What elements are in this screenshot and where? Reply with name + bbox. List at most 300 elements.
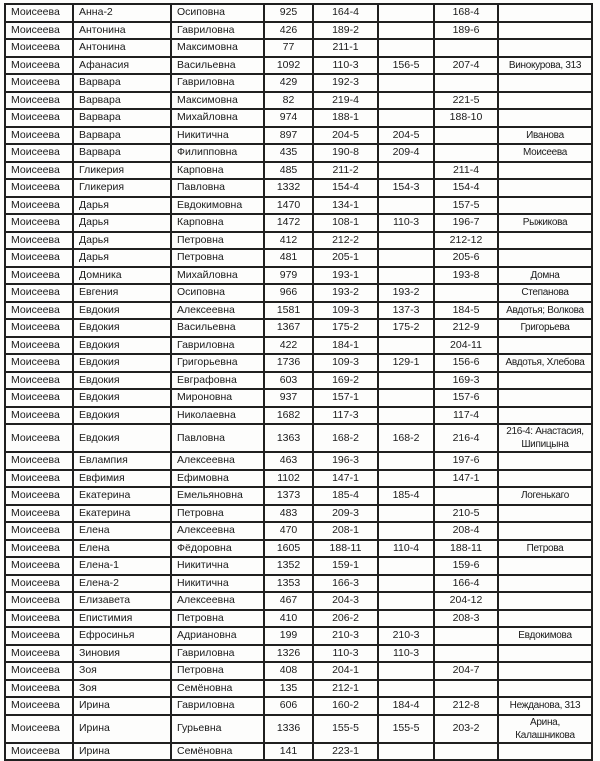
table-row xyxy=(5,354,592,372)
cell-code-2: 137-3 xyxy=(378,302,434,320)
cell-surname: Моисеева xyxy=(5,470,73,488)
table-row xyxy=(5,505,592,523)
cell-code-3: 159-6 xyxy=(434,557,498,575)
cell-code-3 xyxy=(434,645,498,663)
cell-note: Арина, Калашникова xyxy=(498,715,592,743)
cell-code-3: 207-4 xyxy=(434,57,498,75)
cell-code-2 xyxy=(378,407,434,425)
cell-note xyxy=(498,39,592,57)
cell-note xyxy=(498,337,592,355)
cell-code-2 xyxy=(378,22,434,40)
cell-code-3 xyxy=(434,284,498,302)
table-row xyxy=(5,319,592,337)
cell-code-1: 185-4 xyxy=(313,487,378,505)
cell-patronymic: Михайловна xyxy=(171,267,264,285)
table-row xyxy=(5,197,592,215)
cell-surname: Моисеева xyxy=(5,697,73,715)
cell-code-2 xyxy=(378,197,434,215)
cell-record-number: 1367 xyxy=(264,319,313,337)
cell-code-1: 196-3 xyxy=(313,452,378,470)
cell-code-1: 109-3 xyxy=(313,302,378,320)
cell-code-2 xyxy=(378,505,434,523)
cell-given-name: Евгения xyxy=(73,284,171,302)
table-row xyxy=(5,232,592,250)
cell-code-2: 193-2 xyxy=(378,284,434,302)
table-row xyxy=(5,127,592,145)
cell-code-3: 212-12 xyxy=(434,232,498,250)
cell-code-1: 192-3 xyxy=(313,74,378,92)
cell-code-3: 117-4 xyxy=(434,407,498,425)
cell-record-number: 603 xyxy=(264,372,313,390)
cell-given-name: Евлампия xyxy=(73,452,171,470)
cell-code-2 xyxy=(378,74,434,92)
cell-record-number: 422 xyxy=(264,337,313,355)
cell-patronymic: Адриановна xyxy=(171,627,264,645)
cell-record-number: 485 xyxy=(264,162,313,180)
cell-patronymic: Павловна xyxy=(171,179,264,197)
cell-record-number: 483 xyxy=(264,505,313,523)
cell-given-name: Дарья xyxy=(73,197,171,215)
cell-given-name: Ирина xyxy=(73,715,171,743)
table-row xyxy=(5,249,592,267)
cell-patronymic: Филипповна xyxy=(171,144,264,162)
table-row xyxy=(5,92,592,110)
cell-surname: Моисеева xyxy=(5,372,73,390)
cell-record-number: 135 xyxy=(264,680,313,698)
table-row xyxy=(5,267,592,285)
cell-code-3 xyxy=(434,487,498,505)
cell-code-3: 168-4 xyxy=(434,4,498,22)
cell-code-2: 185-4 xyxy=(378,487,434,505)
cell-given-name: Антонина xyxy=(73,22,171,40)
cell-note xyxy=(498,645,592,663)
cell-surname: Моисеева xyxy=(5,74,73,92)
cell-note xyxy=(498,179,592,197)
cell-code-2: 209-4 xyxy=(378,144,434,162)
cell-code-2: 175-2 xyxy=(378,319,434,337)
cell-code-3: 208-4 xyxy=(434,522,498,540)
cell-code-1: 157-1 xyxy=(313,389,378,407)
cell-code-1: 208-1 xyxy=(313,522,378,540)
cell-code-1: 219-4 xyxy=(313,92,378,110)
cell-surname: Моисеева xyxy=(5,522,73,540)
table-row xyxy=(5,557,592,575)
cell-record-number: 979 xyxy=(264,267,313,285)
cell-code-3: 197-6 xyxy=(434,452,498,470)
cell-patronymic: Евграфовна xyxy=(171,372,264,390)
cell-note xyxy=(498,249,592,267)
cell-given-name: Варвара xyxy=(73,144,171,162)
table-row xyxy=(5,662,592,680)
cell-note: Степанова xyxy=(498,284,592,302)
cell-code-1: 110-3 xyxy=(313,57,378,75)
cell-patronymic: Гавриловна xyxy=(171,74,264,92)
cell-record-number: 1472 xyxy=(264,214,313,232)
cell-code-1: 168-2 xyxy=(313,424,378,452)
cell-code-3: 157-5 xyxy=(434,197,498,215)
table-row xyxy=(5,372,592,390)
cell-surname: Моисеева xyxy=(5,4,73,22)
cell-given-name: Дарья xyxy=(73,214,171,232)
cell-code-2 xyxy=(378,4,434,22)
cell-given-name: Евдокия xyxy=(73,407,171,425)
cell-record-number: 925 xyxy=(264,4,313,22)
table-row xyxy=(5,743,592,761)
cell-code-3: 196-7 xyxy=(434,214,498,232)
cell-code-1: 211-1 xyxy=(313,39,378,57)
cell-code-2: 154-3 xyxy=(378,179,434,197)
table-row xyxy=(5,592,592,610)
table-row xyxy=(5,424,592,452)
cell-code-2 xyxy=(378,372,434,390)
cell-code-3: 221-5 xyxy=(434,92,498,110)
cell-patronymic: Емельяновна xyxy=(171,487,264,505)
cell-record-number: 77 xyxy=(264,39,313,57)
cell-note xyxy=(498,470,592,488)
cell-surname: Моисеева xyxy=(5,592,73,610)
table-row xyxy=(5,284,592,302)
cell-code-2 xyxy=(378,232,434,250)
cell-patronymic: Гурьевна xyxy=(171,715,264,743)
cell-code-2: 110-4 xyxy=(378,540,434,558)
cell-given-name: Евдокия xyxy=(73,354,171,372)
cell-surname: Моисеева xyxy=(5,540,73,558)
cell-code-2: 168-2 xyxy=(378,424,434,452)
cell-patronymic: Евдокимовна xyxy=(171,197,264,215)
cell-surname: Моисеева xyxy=(5,487,73,505)
cell-code-1: 154-4 xyxy=(313,179,378,197)
cell-surname: Моисеева xyxy=(5,179,73,197)
cell-code-3: 188-11 xyxy=(434,540,498,558)
cell-given-name: Евдокия xyxy=(73,302,171,320)
cell-record-number: 1336 xyxy=(264,715,313,743)
cell-surname: Моисеева xyxy=(5,109,73,127)
cell-code-1: 210-3 xyxy=(313,627,378,645)
cell-code-2 xyxy=(378,662,434,680)
cell-code-1: 160-2 xyxy=(313,697,378,715)
cell-note xyxy=(498,109,592,127)
cell-code-1: 188-11 xyxy=(313,540,378,558)
table-row xyxy=(5,337,592,355)
cell-patronymic: Мироновна xyxy=(171,389,264,407)
cell-patronymic: Никитична xyxy=(171,575,264,593)
cell-given-name: Ирина xyxy=(73,743,171,761)
cell-given-name: Варвара xyxy=(73,74,171,92)
cell-surname: Моисеева xyxy=(5,302,73,320)
cell-note xyxy=(498,74,592,92)
cell-patronymic: Петровна xyxy=(171,232,264,250)
cell-patronymic: Фёдоровна xyxy=(171,540,264,558)
cell-surname: Моисеева xyxy=(5,197,73,215)
cell-code-1: 164-4 xyxy=(313,4,378,22)
cell-surname: Моисеева xyxy=(5,267,73,285)
cell-note: Моисеева xyxy=(498,144,592,162)
table-row xyxy=(5,4,592,22)
table-row xyxy=(5,214,592,232)
cell-given-name: Евдокия xyxy=(73,319,171,337)
cell-patronymic: Алексеевна xyxy=(171,302,264,320)
cell-note xyxy=(498,575,592,593)
cell-given-name: Гликерия xyxy=(73,179,171,197)
cell-surname: Моисеева xyxy=(5,337,73,355)
table-row xyxy=(5,610,592,628)
cell-code-2: 184-4 xyxy=(378,697,434,715)
cell-code-1: 204-3 xyxy=(313,592,378,610)
cell-surname: Моисеева xyxy=(5,144,73,162)
cell-record-number: 1373 xyxy=(264,487,313,505)
table-row xyxy=(5,22,592,40)
cell-surname: Моисеева xyxy=(5,680,73,698)
cell-patronymic: Васильевна xyxy=(171,57,264,75)
cell-record-number: 141 xyxy=(264,743,313,761)
cell-given-name: Елизавета xyxy=(73,592,171,610)
cell-given-name: Ефросинья xyxy=(73,627,171,645)
cell-record-number: 1736 xyxy=(264,354,313,372)
cell-code-1: 109-3 xyxy=(313,354,378,372)
table-row xyxy=(5,57,592,75)
table-row xyxy=(5,680,592,698)
cell-patronymic: Петровна xyxy=(171,610,264,628)
cell-note xyxy=(498,232,592,250)
table-row xyxy=(5,74,592,92)
cell-code-1: 205-1 xyxy=(313,249,378,267)
cell-patronymic: Гавриловна xyxy=(171,645,264,663)
cell-code-3 xyxy=(434,680,498,698)
cell-code-3: 147-1 xyxy=(434,470,498,488)
cell-surname: Моисеева xyxy=(5,39,73,57)
table-row xyxy=(5,575,592,593)
cell-patronymic: Петровна xyxy=(171,505,264,523)
cell-code-3: 212-9 xyxy=(434,319,498,337)
cell-note xyxy=(498,743,592,761)
cell-given-name: Елена-1 xyxy=(73,557,171,575)
cell-code-1: 209-3 xyxy=(313,505,378,523)
cell-code-3 xyxy=(434,144,498,162)
cell-note xyxy=(498,557,592,575)
cell-code-3: 216-4 xyxy=(434,424,498,452)
cell-note xyxy=(498,372,592,390)
cell-record-number: 1363 xyxy=(264,424,313,452)
cell-record-number: 467 xyxy=(264,592,313,610)
cell-record-number: 1326 xyxy=(264,645,313,663)
cell-code-1: 212-2 xyxy=(313,232,378,250)
cell-surname: Моисеева xyxy=(5,424,73,452)
cell-record-number: 410 xyxy=(264,610,313,628)
cell-patronymic: Никитична xyxy=(171,127,264,145)
cell-given-name: Дарья xyxy=(73,232,171,250)
cell-record-number: 606 xyxy=(264,697,313,715)
cell-code-2 xyxy=(378,452,434,470)
cell-surname: Моисеева xyxy=(5,249,73,267)
cell-patronymic: Гавриловна xyxy=(171,337,264,355)
cell-code-2 xyxy=(378,39,434,57)
table-row xyxy=(5,487,592,505)
cell-note: Рыжикова xyxy=(498,214,592,232)
cell-code-3: 193-8 xyxy=(434,267,498,285)
cell-record-number: 426 xyxy=(264,22,313,40)
cell-patronymic: Карповна xyxy=(171,162,264,180)
cell-code-1: 134-1 xyxy=(313,197,378,215)
cell-code-2 xyxy=(378,109,434,127)
cell-code-3: 204-11 xyxy=(434,337,498,355)
cell-given-name: Елена-2 xyxy=(73,575,171,593)
cell-note xyxy=(498,452,592,470)
cell-code-2: 210-3 xyxy=(378,627,434,645)
cell-note xyxy=(498,505,592,523)
cell-code-2: 129-1 xyxy=(378,354,434,372)
cell-record-number: 435 xyxy=(264,144,313,162)
cell-surname: Моисеева xyxy=(5,715,73,743)
cell-note: Иванова xyxy=(498,127,592,145)
cell-patronymic: Гавриловна xyxy=(171,697,264,715)
cell-code-2 xyxy=(378,522,434,540)
table-row xyxy=(5,715,592,743)
cell-code-3 xyxy=(434,74,498,92)
cell-record-number: 1102 xyxy=(264,470,313,488)
cell-code-2 xyxy=(378,557,434,575)
cell-note xyxy=(498,610,592,628)
cell-code-3: 211-4 xyxy=(434,162,498,180)
cell-record-number: 470 xyxy=(264,522,313,540)
cell-code-3: 189-6 xyxy=(434,22,498,40)
cell-given-name: Елена xyxy=(73,522,171,540)
cell-code-1: 155-5 xyxy=(313,715,378,743)
cell-patronymic: Карповна xyxy=(171,214,264,232)
cell-given-name: Зоя xyxy=(73,662,171,680)
table-row xyxy=(5,144,592,162)
cell-patronymic: Осиповна xyxy=(171,4,264,22)
table-row xyxy=(5,162,592,180)
table-row xyxy=(5,470,592,488)
table-row xyxy=(5,39,592,57)
cell-record-number: 1581 xyxy=(264,302,313,320)
cell-patronymic: Алексеевна xyxy=(171,522,264,540)
cell-code-2 xyxy=(378,470,434,488)
cell-given-name: Евдокия xyxy=(73,424,171,452)
cell-note xyxy=(498,4,592,22)
cell-patronymic: Павловна xyxy=(171,424,264,452)
cell-note xyxy=(498,680,592,698)
cell-surname: Моисеева xyxy=(5,662,73,680)
cell-surname: Моисеева xyxy=(5,505,73,523)
cell-record-number: 1332 xyxy=(264,179,313,197)
cell-surname: Моисеева xyxy=(5,389,73,407)
cell-code-1: 204-5 xyxy=(313,127,378,145)
table-body xyxy=(5,4,592,760)
cell-code-1: 108-1 xyxy=(313,214,378,232)
cell-code-1: 190-8 xyxy=(313,144,378,162)
cell-code-1: 212-1 xyxy=(313,680,378,698)
cell-note: Авдотья; Волкова xyxy=(498,302,592,320)
cell-code-1: 166-3 xyxy=(313,575,378,593)
cell-record-number: 937 xyxy=(264,389,313,407)
cell-note xyxy=(498,592,592,610)
cell-patronymic: Максимовна xyxy=(171,39,264,57)
cell-record-number: 82 xyxy=(264,92,313,110)
cell-note: 216-4: Анастасия, Шипицына xyxy=(498,424,592,452)
cell-surname: Моисеева xyxy=(5,57,73,75)
cell-code-1: 206-2 xyxy=(313,610,378,628)
cell-given-name: Евдокия xyxy=(73,389,171,407)
cell-code-1: 223-1 xyxy=(313,743,378,761)
table-row xyxy=(5,697,592,715)
cell-patronymic: Осиповна xyxy=(171,284,264,302)
cell-code-2 xyxy=(378,743,434,761)
cell-surname: Моисеева xyxy=(5,92,73,110)
cell-note: Домна xyxy=(498,267,592,285)
cell-code-2 xyxy=(378,575,434,593)
cell-code-1: 204-1 xyxy=(313,662,378,680)
cell-given-name: Домника xyxy=(73,267,171,285)
cell-code-1: 184-1 xyxy=(313,337,378,355)
cell-given-name: Зиновия xyxy=(73,645,171,663)
cell-code-1: 193-2 xyxy=(313,284,378,302)
cell-code-1: 189-2 xyxy=(313,22,378,40)
cell-given-name: Зоя xyxy=(73,680,171,698)
cell-code-3: 212-8 xyxy=(434,697,498,715)
cell-note xyxy=(498,662,592,680)
cell-code-3: 203-2 xyxy=(434,715,498,743)
cell-code-2: 155-5 xyxy=(378,715,434,743)
cell-code-3: 208-3 xyxy=(434,610,498,628)
cell-code-1: 188-1 xyxy=(313,109,378,127)
cell-note xyxy=(498,92,592,110)
cell-surname: Моисеева xyxy=(5,284,73,302)
cell-code-3: 210-5 xyxy=(434,505,498,523)
table-row xyxy=(5,645,592,663)
cell-code-3 xyxy=(434,743,498,761)
cell-note: Евдокимова xyxy=(498,627,592,645)
records-table xyxy=(4,3,593,761)
cell-code-3 xyxy=(434,127,498,145)
cell-code-1: 211-2 xyxy=(313,162,378,180)
cell-code-2 xyxy=(378,267,434,285)
cell-record-number: 1352 xyxy=(264,557,313,575)
cell-given-name: Екатерина xyxy=(73,505,171,523)
cell-patronymic: Михайловна xyxy=(171,109,264,127)
cell-code-1: 159-1 xyxy=(313,557,378,575)
cell-code-1: 147-1 xyxy=(313,470,378,488)
cell-code-3: 205-6 xyxy=(434,249,498,267)
cell-record-number: 463 xyxy=(264,452,313,470)
cell-patronymic: Максимовна xyxy=(171,92,264,110)
cell-code-3: 154-4 xyxy=(434,179,498,197)
cell-code-2: 110-3 xyxy=(378,645,434,663)
cell-patronymic: Семёновна xyxy=(171,743,264,761)
cell-patronymic: Алексеевна xyxy=(171,452,264,470)
cell-record-number: 481 xyxy=(264,249,313,267)
cell-surname: Моисеева xyxy=(5,575,73,593)
cell-patronymic: Петровна xyxy=(171,249,264,267)
cell-given-name: Екатерина xyxy=(73,487,171,505)
cell-surname: Моисеева xyxy=(5,645,73,663)
table-row xyxy=(5,389,592,407)
table-row xyxy=(5,109,592,127)
table-row xyxy=(5,540,592,558)
cell-code-3: 169-3 xyxy=(434,372,498,390)
cell-given-name: Варвара xyxy=(73,109,171,127)
cell-code-2 xyxy=(378,92,434,110)
cell-note: Авдотья, Хлебова xyxy=(498,354,592,372)
cell-record-number: 1682 xyxy=(264,407,313,425)
cell-code-2 xyxy=(378,249,434,267)
cell-given-name: Анна-2 xyxy=(73,4,171,22)
cell-note: Логенькаго xyxy=(498,487,592,505)
cell-code-2 xyxy=(378,592,434,610)
cell-surname: Моисеева xyxy=(5,22,73,40)
cell-patronymic: Гавриловна xyxy=(171,22,264,40)
table-row xyxy=(5,302,592,320)
